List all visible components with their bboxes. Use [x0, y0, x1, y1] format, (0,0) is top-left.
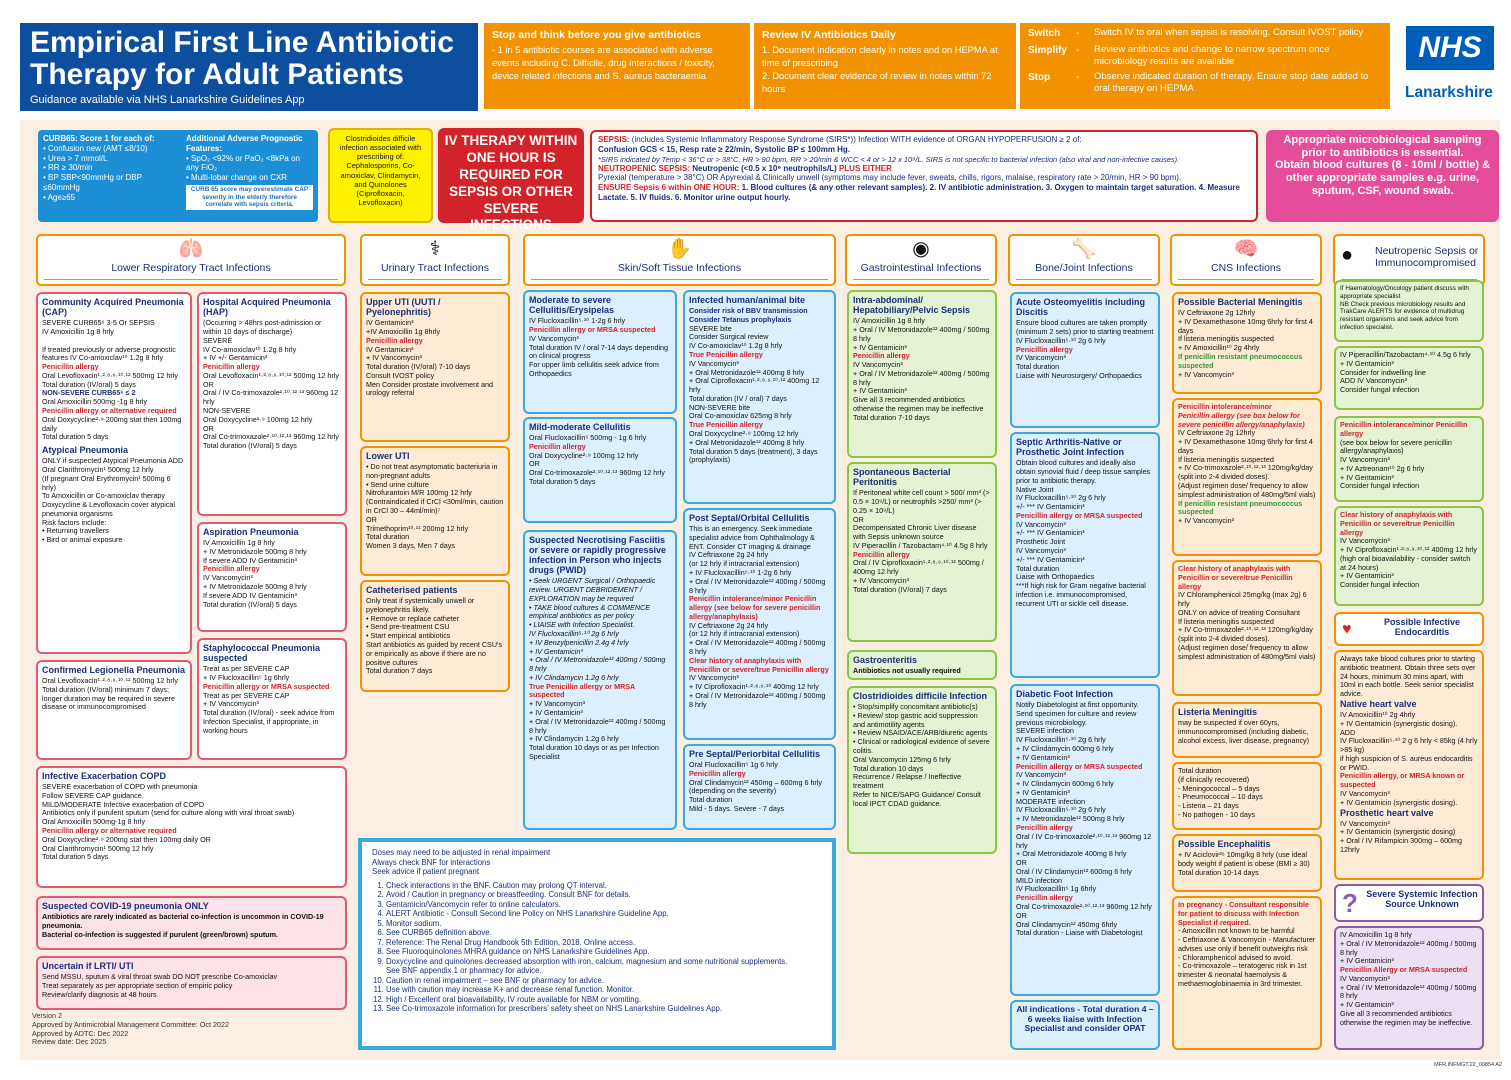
box-text: IV Amoxicillin 1g 8 hrly + IV Metronidazole 500mg 8 hrly If severe ADD IV Gentamicin³	[203, 538, 307, 565]
nhs-board-name: Lanarkshire	[1405, 84, 1493, 101]
intestine-icon: ◉	[912, 238, 930, 260]
allergy-heading: Penicillin allergy	[366, 335, 423, 345]
lungs-icon: 🫁	[178, 238, 204, 260]
footnote: 10. Caution in renal impairment – see BNF or pharmacy for advice.	[386, 976, 822, 986]
box-text: If Peritoneal white cell count > 500/ mm³ (> 0.5 × 10⁹/L) or neutrophils >250/ mm³ (> 0.25 × 10⁹/L) OR Decompensated Chronic Liver disease with Sepsis unknown source IV Piperacillin / Tazobactam⁴·¹⁰ 4.5g 8 hrly	[853, 488, 990, 550]
sepsis-panel	[590, 130, 1258, 222]
allergy-heading: Penicillin allergy or MRSA suspected	[1016, 761, 1143, 771]
sepsis6-steps: 1. Blood cultures (& any other relevant samples). 2. IV antibiotic administration. 3. Oxygen to maintain target saturation. 4. Measure Lactate. 5. IV fluids. 6. Monitor urine output hourly.	[598, 183, 1240, 202]
haem-onc-box	[1334, 280, 1484, 342]
box-title: Infected human/animal bite	[689, 295, 806, 305]
allergy-heading: Penicillin allergy or alternative required	[42, 825, 177, 835]
neutropenic-anaphylaxis-box	[1334, 506, 1484, 606]
box-text: IV Vancomycin³ + Oral / IV Metronidazole¹² 400mg / 500mg 8 hrly + IV Gentamicin³ Give all 3 recommended antibiotics otherwise the regimen may be ineffective.	[1340, 973, 1477, 1027]
intra-abdominal-box	[847, 290, 997, 458]
box-text: Total duration (if clinically recovered) - Meningococcal – 5 days - Pneumococcal – 10 days - Listeria – 21 days - No pathogen - 10 days	[1178, 766, 1263, 819]
allergy-heading: Penicillin allergy	[689, 768, 746, 778]
pregnancy-box	[1172, 896, 1322, 1050]
cns-minor-allergy-box	[1172, 398, 1322, 556]
box-text: Oral Clindamycin¹² 450mg – 600mg 6 hrly (depending on the severity) Total duration Mild - 5 days. Severe - 7 days	[689, 777, 823, 813]
box-text: + IV Vancomycin³ + IV Gentamicin³ + Oral / IV Metronidazole¹² 400mg / 500mg 8 hrly + IV Clindamycin 1.2g 6 hrly Total duration 10 days or as per Infection Specialist	[529, 699, 666, 761]
allergy-heading: Penicillin allergy	[853, 549, 910, 559]
question-icon: ?	[1342, 888, 1358, 918]
box-title: Suspected COVID-19 pneumonia ONLY	[42, 901, 209, 911]
box-text: IV Gentamicin³ + IV Vancomycin³ Total duration (IV/oral) 7-10 days Consult IVOST policy Men Consider prostate involvement and urology referral	[366, 344, 494, 398]
box-text: Obtain blood cultures and ideally also obtain synovial fluid / deep tissue samples prior to antibiotic therapy. Native Joint IV Flucloxacillin⁵·¹⁰ 2g 6 hrly +/- *** IV Gentamicin³	[1016, 458, 1151, 512]
dash: -	[1076, 45, 1080, 56]
allergy-heading: Penicillin allergy	[529, 441, 586, 451]
box-subtitle: Prosthetic heart valve	[1340, 807, 1434, 818]
category-label: Gastrointestinal Infections	[860, 262, 982, 274]
allergy-heading: Penicillin allergy or MRSA suspected	[529, 324, 656, 334]
box-text: ONLY if suspected Atypical Pneumonia ADD Oral Clarithromycin¹ 500mg 12 hrly (If pregnant Oral Erythromycin¹ 500mg 6 hrly) To Amoxicillin or Co-amoxiclav therapy Doxycycline & Levofloxacin cover atypical pneumonia organisms Risk factors include: • Returning travellers • Bird or animal exposure	[42, 456, 184, 545]
brain-icon: 🧠	[1233, 238, 1259, 260]
dash: -	[1076, 71, 1080, 83]
all-indications-box	[1010, 1000, 1160, 1050]
neutropenic-minor-allergy-box	[1334, 416, 1484, 502]
box-text: IV Vancomycin³ + IV Gentamicin (synergistic dosing).	[1340, 789, 1458, 807]
category-label: Urinary Tract Infections	[381, 262, 489, 274]
curb65-item: • BP SBP<90mmHg or DBP ≤60mmHg	[43, 173, 178, 193]
category-label: Bone/Joint Infections	[1035, 262, 1133, 274]
cdiff-warning: Clostridioides difficile infection associated with prescribing of: Cephalosporins, Co-amoxiclav, Clindamycin, and Quinolones (Ciprofloxacin, Levofloxacin)	[328, 128, 433, 223]
box-text: IV Vancomycin³ + Oral Metronidazole¹² 400mg 8 hrly + Oral Ciprofloxacin¹·²·⁸·⁹·¹⁰·¹² 400mg 12 hrly Total duration (IV / oral) 7 days NON-SEVERE bite Oral Co-amoxiclav 625mg 8 hrly	[689, 358, 820, 421]
dose-notes-header: Doses may need to be adjusted in renal impairment Always check BNF for interactions Seek advice if patient pregnant	[372, 848, 551, 876]
review-iv-title: Review IV Antibiotics Daily	[762, 29, 896, 41]
allergy-heading: Penicillin allergy	[1016, 344, 1073, 354]
stop-key: Stop	[1028, 71, 1051, 83]
box-title: Moderate to severe Cellulitis/Erysipelas	[529, 295, 615, 316]
box-text: • Do not treat asymptomatic bacteriuria in non-pregnant adults • Send urine culture Nitrofurantoin M/R 100mg 12 hrly (Contraindicated if CrCl <30ml/min, caution in CrCl 30 – 44ml/min)⁷ OR Trimethoprim¹⁰·¹¹ 200mg 12 hrly Total duration Women 3 days, Men 7 days	[366, 462, 504, 551]
category-bone	[1008, 234, 1160, 286]
lower-uti-box	[360, 446, 510, 576]
sepsis-definition: (includes Systemic Inflammatory Response Syndrome (SIRS*)) Infection WITH evidence of ORGAN HYPOPERFUSION ≥ 2 of:	[629, 135, 1082, 144]
footnote: 1. Check interactions in the BNF. Caution may prolong QT interval.	[386, 881, 822, 891]
box-title: Possible Infective Endocarditis	[1383, 617, 1461, 638]
microbiology-sampling-panel: Appropriate microbiological sampling prior to antibiotics is essential. Obtain blood cultures (8 - 10ml / bottle) & other appropriate samples e.g. urine, sputum, CSF, wound swab.	[1266, 130, 1499, 222]
box-subheading: NON-SEVERE CURB65⁶ ≤ 2	[42, 388, 136, 398]
box-title: Post Septal/Orbital Cellulitis	[689, 513, 810, 523]
box-text: Oral Flucloxacillin⁵ 1g 6 hrly	[689, 760, 778, 770]
allergy-heading: True Penicillin allergy or MRSA suspected	[529, 681, 635, 700]
hap-box	[197, 292, 347, 516]
box-text: IV Flucloxacillin⁵·¹⁰ 1-2g 6 hrly	[529, 316, 626, 326]
diabetic-foot-box	[1010, 684, 1160, 996]
category-lrti	[36, 234, 346, 286]
box-text: (see box below for severe penicillin allergy/anaphylaxis) IV Vancomycin³ + IV Aztreonam¹⁰ 2g 6 hrly + IV Gentamicin³ Consider fungal infection	[1340, 437, 1452, 491]
ssi-header	[1334, 884, 1484, 922]
allergy-heading: Penicillin allergy	[1016, 893, 1073, 903]
preseptal-box	[683, 744, 836, 830]
box-text: Oral Co-trimoxazole²·¹⁰·¹²·¹³ 960mg 12 hrly OR Oral Clindamycin¹² 450mg 6hrly Total duration - Liaise with Diabetologist	[1016, 902, 1152, 938]
cns-duration-box	[1172, 762, 1322, 830]
allergy-heading: Clear history of anaphylaxis with Penicillin or severe/true Penicillin allergy	[689, 655, 829, 674]
resistance-heading: If penicillin resistant pneumococcus suspected	[1178, 351, 1303, 370]
box-text: SEVERE CURB65⁶ 3-5 Or SEPSIS IV Amoxicillin 1g 8 hrly If treated previously or adverse prognostic features IV Co-amoxiclav¹⁰ 1.2g 8 hrly	[42, 318, 176, 363]
cell-icon: ●	[1341, 244, 1354, 266]
box-text: Oral Levofloxacin¹·²·⁸·⁹·¹⁰·¹² 500mg 12 hrly Total duration (IV/oral) minimum 7 days; longer duration may be required in severe disease or immunocompromised	[42, 676, 179, 712]
box-text: Oral Doxycycline²·⁹ 100mg 12 hrly + Oral Metronidazole¹² 400mg 8 hrly Total duration 5 days (treatment), 3 days (prophylaxis)	[689, 429, 818, 465]
footnote: 3. Gentamicin/Vancomycin refer to online calculators.	[386, 900, 822, 910]
footnote: 9. Doxycycline and quinolones decreased absorption with iron, calcium, magnesium and some nutritional supplements.	[386, 957, 822, 967]
nhs-logo	[1400, 26, 1498, 106]
bite-box	[683, 290, 836, 504]
footnote: 11. Use with caution may increase K+ and decrease renal function. Monitor.	[386, 985, 822, 995]
box-text: IV Piperacillin/Tazobactam⁴·¹⁰ 4.5g 6 hrly + IV Gentamicin³ Consider for indwelling line ADD IV Vancomycin³ Consider fungal infection	[1340, 350, 1471, 395]
kidney-icon: ⚕	[429, 238, 441, 260]
neutropenic-label: NEUTROPENIC SEPSIS:	[598, 163, 691, 173]
box-text: SEVERE exacerbation of COPD with pneumonia Follow SEVERE CAP guidance. MILD/MODERATE Infective exacerbation of COPD Antibiotics only if purulent sputum (send for culture along with viral throat swab) Oral Amoxicillin 500mg-1g 8 hrly	[42, 782, 295, 827]
adverse-item: • SpO₂ <92% or PaO₂ <8kPa on any FiO₂	[186, 154, 313, 174]
box-title: Spontaneous Bacterial Peritonitis	[853, 467, 951, 488]
necrotising-box	[523, 530, 677, 830]
title-line-2: Therapy for Adult Patients	[30, 57, 404, 91]
box-text: Ensure blood cultures are taken promptly (minimum 2 sets) prior to starting treatment IV Flucloxacillin⁵·¹⁰ 2g 6 hrly	[1016, 318, 1154, 345]
box-text: IV Gentamicin³ +IV Amoxicillin 1g 8hrly	[366, 318, 441, 336]
footnote: 4. ALERT Antibiotic - Consult Second line Policy on NHS Lanarkshire Guideline App.	[386, 909, 822, 919]
category-label: Lower Respiratory Tract Infections	[111, 262, 271, 274]
endocarditis-box	[1334, 650, 1484, 880]
orbital-box	[683, 508, 836, 740]
box-text: + IV Aciclovir²⁶ 10mg/kg 8 hrly (use ideal body weight if patient is obese (BMI ≥ 30) Total duration 10-14 days	[1178, 850, 1310, 877]
sirs-note: *SIRS indicated by Temp < 36°C or > 38°C, HR > 90 bpm, RR > 20/min & WCC < 4 or > 12 x 10⁹/L. SIRS is not specific to bacterial infection (also viral and non-infective causes).	[598, 154, 1180, 164]
box-title: Hospital Acquired Pneumonia (HAP)	[203, 297, 331, 318]
box-text: Antibiotics are rarely indicated as bacterial co-infection is uncommon in COVID-19 pneumonia. Bacterial co-infection is suggested if purulent (green/brown) sputum.	[42, 912, 324, 939]
sepsis6-label: ENSURE Sepsis 6 within ONE HOUR:	[598, 183, 740, 193]
box-text: Oral Doxycycline²·⁹ 200mg stat then 100mg daily OR Oral Clarithromycin¹ 500mg 12 hrly Total duration 5 days	[42, 834, 211, 862]
osteomyelitis-box	[1010, 292, 1160, 428]
curb65-note: CURB 65 score may overestimate CAP severity in the elderly therefore correlate with sepsis criteria.	[186, 185, 313, 210]
box-text: SEVERE bite Consider Surgical review IV Co-amoxiclav¹⁰ 1.2g 8 hrly	[689, 323, 783, 351]
box-title: Listeria Meningitis	[1178, 707, 1258, 717]
footnote: 13. See Co-trimoxazole information for prescribers' safety sheet on NHS Lanarkshire Guidelines App.	[386, 1004, 822, 1014]
box-text: Treat as per SEVERE CAP + IV Vancomycin³ Total duration (IV/oral) - seek advice from Infection Specialist, if appropriate, in working hours	[203, 690, 335, 735]
title-banner	[20, 23, 478, 111]
allergy-heading: In pregnancy - Consultant responsible for patient to discuss with Infection Specialist if required.	[1178, 900, 1309, 927]
switch-simplify-stop-panel	[1020, 23, 1390, 109]
dose-notes-panel	[358, 838, 836, 1050]
box-text: IV Ceftriaxone 2g 12hrly + IV Dexamethasone 10mg 6hrly for first 4 days If listeria meningitis suspected + IV Amoxicillin¹⁰ 2g 4hrly	[1178, 308, 1313, 353]
box-text: Always take blood cultures prior to starting antibiotic treatment. Obtain three sets over 24 hours, minimum 30 mins apart, with 10ml in each bottle. Seek senior specialist advice.	[1340, 654, 1476, 699]
box-text: Oral Doxycycline²·⁹ 200mg stat then 100mg daily Total duration 5 days	[42, 414, 182, 442]
aspiration-box	[197, 522, 347, 632]
meningitis-box	[1172, 292, 1322, 394]
heart-icon: ♥	[1342, 621, 1352, 638]
catheter-box	[360, 580, 510, 692]
box-text: IV Vancomycin³ + IV Ciprofloxacin¹·²·⁸·⁹·¹⁰·¹² 400mg 12 hrly (high oral bioavailability - consider switch at 24 hours) + IV Gentamicin³ Consider fungal infection	[1340, 536, 1477, 590]
box-text: IV Vancomycin³ Total duration Liaise with Neurosurgery/ Orthopaedics	[1016, 353, 1142, 380]
allergy-heading: Penicillin allergy	[1016, 823, 1073, 833]
legionella-box	[36, 660, 192, 760]
allergy-heading: Penicillin allergy or alternative required	[42, 405, 177, 415]
switch-key: Switch	[1028, 28, 1061, 39]
curb65-panel	[38, 130, 318, 222]
box-text: IV Vancomycin³ + Oral / IV Metronidazole¹² 400mg / 500mg 8 hrly + IV Gentamicin³ Give all 3 recommended antibiotics otherwise the regimen may be ineffective Total duration 7-10 days	[853, 360, 990, 422]
box-title: Gastroenteritis	[853, 655, 918, 665]
adverse-item: • Multi-lobar change on CXR	[186, 173, 313, 183]
box-text: Oral / IV Ciprofloxacin¹·²·⁸·⁹·¹⁰·¹² 500mg / 400mg 12 hrly + IV Vancomycin³ Total duration (IV/oral) 7 days	[853, 558, 984, 594]
encephalitis-box	[1172, 834, 1322, 892]
box-text: + IV Vancomycin³	[1178, 369, 1234, 379]
box-text: IV Amoxicillin 1g 8 hrly + Oral / IV Metronidazole¹² 400mg / 500mg 8 hrly + IV Gentamicin³	[853, 316, 990, 352]
box-title: Septic Arthritis-Native or Prosthetic Joint Infection	[1016, 437, 1125, 458]
covid-box	[36, 896, 347, 950]
curb65-item: • Urea > 7 mmol/L	[43, 154, 178, 164]
box-text: Oral Levofloxacin¹·²·⁸·⁹·¹⁰·¹² 500mg 12 hrly Total duration (IV/oral) 5 days	[42, 370, 179, 389]
gastroenteritis-box	[847, 650, 997, 680]
curb65-item: • Age≥65	[43, 193, 178, 203]
box-text: IV Amoxicillin 1g 8 hrly + Oral / IV Metronidazole¹² 400mg / 500mg 8 hrly + IV Gentamicin³	[1340, 930, 1477, 966]
box-text: Oral / IV Co-trimoxazole²·¹⁰·¹²·¹³ 960mg 12 hrly + Oral Metronidazole 400mg 8 hrly OR Oral / IV Clindamycin¹² 600mg 6 hrly MILD infection IV Flucloxacillin⁵ 1g 6hrly	[1016, 831, 1152, 894]
cellulitis-box	[523, 290, 677, 414]
sepsis-label: SEPSIS:	[598, 135, 630, 144]
switch-value: Switch IV to oral when sepsis is resolving. Consult IVOST policy	[1094, 27, 1364, 38]
neutropenic-regimen-box	[1334, 346, 1484, 410]
adverse-title: Additional Adverse Prognostic Features:	[186, 134, 303, 153]
resistance-heading: If penicillin resistant pneumococcus suspected	[1178, 498, 1303, 517]
box-text: IV Vancomycin³ + IV Clindamycin 600mg 6 hrly + IV Gentamicin³ MODERATE infection IV Flucloxacillin⁵·¹⁰ 2g 6 hrly + IV Metronidazole¹² 500mg 8 hrly	[1016, 770, 1125, 824]
box-title: Uncertain if LRTI/ UTI	[42, 961, 134, 971]
box-text: IV Vancomycin³ +/- *** IV Gentamicin³ Prosthetic Joint IV Vancomycin³ +/- *** IV Gentamicin³ Total duration Liaise with Orthopaedics ***If high risk for Gram negative bacterial infection i.e. immunocompromised, recurrent UTI or sickle cell disease.	[1016, 519, 1146, 608]
box-title: Confirmed Legionella Pneumonia	[42, 665, 186, 675]
box-text: IV Chloramphenicol 25mg/kg (max 2g) 6 hrly ONLY on advice of treating Consultant If listeria meningitis suspected + IV Co-trimoxazole²·¹⁰·¹²·¹³ 120mg/kg/day (split into 2-4 divided doses). (Adjust regimen dose/ frequency to allow simplest administration of 480mg/5ml vials)	[1178, 590, 1316, 661]
box-title: Intra-abdominal/ Hepatobiliary/Pelvic Sepsis	[853, 295, 971, 316]
box-text: IV Amoxicillin¹⁰ 2g 4hrly + IV Gentamicin (synergistic dosing). ADD IV Flucloxacillin⁵·¹⁰ 2 g 6 hrly < 85kg (4 hrly >85 kg) if high suspicion of S. aureus endocarditis or PWID.	[1340, 709, 1478, 772]
subtitle: Guidance available via NHS Lanarkshire Guidelines App	[30, 94, 305, 106]
box-text: IV Vancomycin³ + IV Gentamicin (synergistic dosing) + Oral / IV Rifampicin 300mg – 600mg 12hrly	[1340, 818, 1463, 854]
box-text: IV Ceftriaxone 2g 24 hrly (or 12 hrly if intracranial extension) + Oral / IV Metronidazole¹² 400mg / 500mg 8 hrly	[689, 620, 826, 657]
box-text: • Seek URGENT Surgical / Orthopaedic review. URGENT DEBRIDEMENT / EXPLORATION may be required • TAKE blood cultures & COMMENCE empirical antibiotics as per policy • LIAISE with Infection Specialist. IV Flucloxacillin⁵·¹⁰ 2g 6 hrly + IV Benzylpenicillin 2.4g 4 hrly + IV Gentamicin³ + Oral / IV Metronidazole¹² 400mg / 500mg 8 hrly + IV Clindamycin 1.2g 6 hrly	[529, 576, 666, 682]
stop-think-text: - 1 in 5 antibiotic courses are associated with adverse events including C. Difficile, drug interactions / toxicity, device related infections and S. aureus bacteraemia	[492, 44, 715, 81]
simplify-value: Review antibiotics and change to narrow spectrum once microbiology results are available	[1094, 44, 1330, 67]
skin-icon: ✋	[667, 238, 692, 260]
allergy-heading: True Penicillin allergy	[689, 420, 763, 430]
box-title: Staphylococcal Pneumonia suspected	[203, 643, 321, 664]
stop-value: Observe indicated duration of therapy. Ensure stop date added to oral therapy on HEPMA	[1094, 70, 1369, 94]
box-text: IV Vancomycin³ + IV Ciprofloxacin¹·²·⁸·⁹·¹⁰ 400mg 12 hrly + Oral / IV Metronidazole¹² 400mg / 500mg 8 hrly	[689, 673, 826, 709]
category-label: CNS Infections	[1210, 262, 1282, 274]
curb65-item: • RR ≥ 30/min	[43, 163, 178, 173]
footnote: 8. See Fluoroquinolones MHRA guidance on NHS Lanarkshire Guidelines App.	[386, 947, 822, 957]
iv-therapy-banner: IV THERAPY WITHIN ONE HOUR IS REQUIRED FOR SEPSIS OR OTHER SEVERE INFECTIONS	[438, 128, 584, 223]
category-gi	[845, 234, 997, 286]
box-text: IV Vancomycin³ Total duration IV / oral 7-14 days depending on clinical progress For upper limb cellulitis seek advice from Orthopaedics	[529, 333, 669, 378]
allergy-heading: Penicillin allergy or MRSA suspected	[203, 681, 330, 691]
box-text: IV Vancomycin³ + IV Metronidazole 500mg 8 hrly If severe ADD IV Gentamicin³ Total duration (IV/oral) 5 days	[203, 573, 307, 609]
box-title: Severe Systemic Infection Source Unknown	[1366, 889, 1478, 910]
box-title: Aspiration Pneumonia	[203, 527, 299, 537]
box-title: Community Acquired Pneumonia (CAP)	[42, 297, 184, 318]
septic-arthritis-box	[1010, 432, 1160, 678]
box-text: Antibiotics not usually required	[853, 666, 961, 676]
box-subtitle: Native heart valve	[1340, 698, 1417, 709]
box-text: If Haematology/Oncology patient discuss with appropriate specialist NB Check previous microbiology results and TrakCare ALERTS for evidence of multidrug resistant organisms and seek advice from infection specialist.	[1340, 285, 1469, 332]
sbp-box	[847, 462, 997, 642]
listeria-box	[1172, 702, 1322, 758]
box-title: Infective Exacerbation COPD	[42, 771, 167, 781]
copd-box	[36, 766, 347, 888]
box-subtext: Consider risk of BBV transmission Consider Tetanus prophylaxis	[689, 306, 808, 324]
dash: -	[1076, 28, 1080, 39]
allergy-heading: Penicillin allergy	[203, 362, 260, 372]
allergy-heading: Penicillin intolerance/minor	[1178, 402, 1272, 411]
box-title: Pre Septal/Periorbital Cellulitis	[689, 749, 821, 759]
box-text: Send MSSU, sputum & viral throat swab DO NOT prescribe Co-amoxiclav Treat separately as per appropriate section of empiric policy Review/clarify diagnosis at 48 hours	[42, 972, 278, 999]
allergy-subheading: Penicillin allergy (see box below for severe penicillin allergy/anaphylaxis)	[1178, 410, 1305, 429]
box-text: Notify Diabetologist at first opportunity. Send specimen for culture and review previous microbiology. SEVERE infection IV Flucloxacillin⁵·¹⁰ 2g 6 hrly + IV Clindamycin 600mg 6 hrly + IV Gentamicin³	[1016, 700, 1139, 762]
stop-think-title: Stop and think before you give antibiotics	[492, 29, 701, 41]
box-text: • Stop/simplify concomitant antibiotic(s) • Review/ stop gastric acid suppression and antimotility agents • Review NSAID/ACE/ARB/diuretic agents • Clinical or radiological evidence of severe colitis. Oral Vancomycin 125mg 6 hrly Total duration 10 days Recurrence / Relapse / Ineffective treatment Refer to NICE/SAPG Guidance/ Consult local IPCT CDAD guidance.	[853, 702, 990, 808]
allergy-heading: Penicillin allergy, or MRSA known or suspected	[1340, 771, 1465, 790]
box-text: may be suspected if over 60yrs, immunocompromised (including diabetic, alcohol excess, liver disease, pregnancy)	[1178, 718, 1310, 745]
allergy-heading: Penicillin allergy	[42, 362, 99, 372]
mild-cellulitis-box	[523, 417, 677, 523]
review-item-1: 1. Document indication clearly in notes and on HEPMA at time of prescribing	[762, 44, 998, 68]
category-label: Skin/Soft Tissue Infections	[617, 262, 742, 274]
cap-box	[36, 292, 192, 654]
allergy-heading: Penicillin intolerance/minor Penicillin allergy (see below for severe penicillin allergy/anaphylaxis)	[689, 594, 821, 621]
allergy-heading: Penicillin intolerance/minor Penicillin allergy	[1340, 420, 1468, 438]
box-text: Oral Levofloxacin¹·²·⁸·⁹·¹⁰·¹² 500mg 12 hrly OR Oral / IV Co-trimoxazole²·¹⁰·¹²·¹³ 960mg 12 hrly NON-SEVERE Oral Doxycycline²·⁹ 100mg 12 hrly OR Oral Co-trimoxazole²·¹⁰·¹²·¹³ 960mg 12 hrly Total duration (IV/oral) 5 days	[203, 370, 340, 451]
neutropenic-definition: Neutropenic (<0.5 x 10⁹ neutrophils/L)	[690, 163, 839, 173]
box-text: Oral Doxycycline²·⁹ 100mg 12 hrly OR Oral Co-trimoxazole²·¹⁰·¹²·¹³ 960mg 12 hrly Total duration 5 days	[529, 450, 665, 486]
category-cns	[1170, 234, 1322, 286]
footnote: 2. Avoid / Caution in pregnancy or breastfeeding. Consult BNF for details.	[386, 890, 822, 900]
box-text: Treat as per SEVERE CAP + IV Flucloxacillin⁵ 1g 6hrly	[203, 664, 290, 682]
box-text: (Occurring > 48hrs post-admission or within 10 days of discharge) SEVERE IV Co-amoxiclav¹⁰ 1.2g 8 hrly + IV +/- Gentamicin³	[203, 318, 322, 363]
box-title: Mild-moderate Cellulitis	[529, 422, 631, 432]
box-title: Possible Bacterial Meningitis	[1178, 297, 1303, 307]
staph-box	[197, 638, 347, 760]
box-title: Suspected Necrotising Fasciitis or severe or rapidly progressive infection in Person who injects drugs (PWID)	[529, 535, 667, 576]
cdiff-box	[847, 686, 997, 854]
nhs-logo-mark: NHS	[1406, 26, 1494, 70]
category-skin	[523, 234, 836, 286]
uncertain-box	[36, 956, 347, 1010]
bone-icon: 🦴	[1071, 238, 1097, 260]
footnote-extra: See BNF appendix 1 or pharmacy for advice.	[386, 966, 542, 975]
allergy-heading: Penicillin allergy	[853, 351, 910, 361]
allergy-heading: Clear history of anaphylaxis with Penicillin or severe/true Penicillin allergy	[1340, 510, 1455, 537]
allergy-heading: True Penicillin allergy	[689, 349, 763, 359]
allergy-heading: Penicillin Allergy or MRSA suspected	[1340, 965, 1468, 975]
box-subtitle: Atypical Pneumonia	[42, 445, 129, 456]
category-label: Neutropenic Sepsis or Immunocompromised	[1375, 245, 1479, 269]
box-title: Upper UTI (UUTI / Pyelonephritis)	[366, 297, 441, 318]
box-title: Possible Encephalitis	[1178, 839, 1271, 849]
cns-anaphylaxis-box	[1172, 560, 1322, 696]
upper-uti-box	[360, 292, 510, 442]
box-text: Only treat if systemically unwell or pyelonephritis likely. • Remove or replace catheter • Send pre-treatment CSU • Start empirical antibiotics Start antibiotics as guided by recent CSU's or empirically as above if there are no positive cultures Total duration 7 days	[366, 596, 503, 676]
footnote: 5. Monitor sodium.	[386, 919, 822, 929]
ssi-box	[1334, 926, 1484, 1050]
box-title: Acute Osteomyelitis including Discitis	[1016, 297, 1146, 318]
document-code: MFR.INFMGT.22_00854 A2	[1434, 1062, 1502, 1068]
box-text: Oral Amoxicillin 500mg -1g 8 hrly	[42, 397, 148, 407]
stop-think-panel	[484, 23, 750, 109]
review-item-2: 2. Document clear evidence of review in notes within 72 hours	[762, 70, 992, 94]
curb65-title: CURB65: Score 1 for each of:	[43, 134, 155, 143]
box-title: All indications - Total duration 4 – 6 weeks liaise with Infection Specialist and consider OPAT	[1016, 1004, 1154, 1034]
version-info: Version 2 Approved by Antimicrobial Management Committee: Oct 2022 Approved by ADTC: Dec 2022 Review date: Dec 2025	[32, 1011, 229, 1047]
footnote: 7. Reference: The Renal Drug Handbook 5th Edition, 2018. Online access.	[386, 938, 822, 948]
sepsis-criteria: Confusion GCS < 15, Resp rate ≥ 22/min, Systolic BP ≤ 100mm Hg.	[598, 144, 851, 154]
simplify-key: Simplify	[1028, 45, 1067, 56]
footnote: 6. See CURB65 definition above.	[386, 928, 822, 938]
box-title: Lower UTI	[366, 451, 410, 461]
allergy-heading: Clear history of anaphylaxis with Penicillin or severe/true Penicillin allergy	[1178, 564, 1293, 591]
plus-either: PLUS EITHER	[838, 163, 892, 173]
box-text: IV Ceftriaxone 2g 12hrly + IV Dexamethasone 10mg 6hrly for first 4 days If listeria meningitis suspected + IV Co-trimoxazole²·¹⁰·¹²·¹³ 120mg/kg/day (split into 2-4 divided doses). (Adjust regimen dose/ frequency to allow simplest administration of 480mg/5ml vials)	[1178, 428, 1316, 499]
box-text: Oral Flucloxacillin⁵ 500mg - 1g 6 hrly	[529, 433, 647, 443]
category-uti	[360, 234, 510, 286]
review-iv-panel	[754, 23, 1016, 109]
allergy-heading: Penicillin allergy	[203, 564, 260, 574]
box-text: This is an emergency. Seek immediate specialist advice from Ophthalmology & ENT. Consider CT imaging & drainage IV Ceftriaxone 2g 24 hrly (or 12 hrly if intracranial extension) + IV Flucloxacillin⁵·¹⁰ 1-2g 6 hrly + Oral / IV Metronidazole¹² 400mg / 500mg 8 hrly	[689, 524, 826, 595]
box-title: Catheterised patients	[366, 585, 458, 595]
box-text: - Amoxicillin not known to be harmful - Ceftriaxone & Vancomycin - Manufacturer advises use only if benefit outweighs risk - Chloramphenicol advised to avoid. - Co-trimoxazole – teratogenic risk in 1st trimester & neonatal haemolysis & methaemoglobinaemia in 3rd trimester.	[1178, 926, 1316, 989]
title-line-1: Empirical First Line Antibiotic	[30, 26, 454, 59]
endocarditis-header	[1334, 612, 1484, 646]
footnote: 12. High / Excellent oral bioavailability, IV route available for NBM or vomiting.	[386, 995, 822, 1005]
category-neutropenic	[1333, 234, 1485, 286]
curb65-item: • Confusion new (AMT ≤8/10)	[43, 144, 178, 154]
allergy-heading: Penicillin allergy or MRSA suspected	[1016, 510, 1143, 520]
box-text: + IV Vancomycin³	[1178, 516, 1234, 526]
box-title: Diabetic Foot Infection	[1016, 689, 1114, 699]
box-title: Clostridioides difficile Infection	[853, 691, 988, 701]
neutropenic-criteria: Pyrexial (temperature > 38°C) OR Apyrexial & Clinically unwell (symptoms may include fever, sweats, chills, rigors, malaise, respiratory rate > 20/min, HR > 90 bpm).	[598, 173, 1182, 183]
